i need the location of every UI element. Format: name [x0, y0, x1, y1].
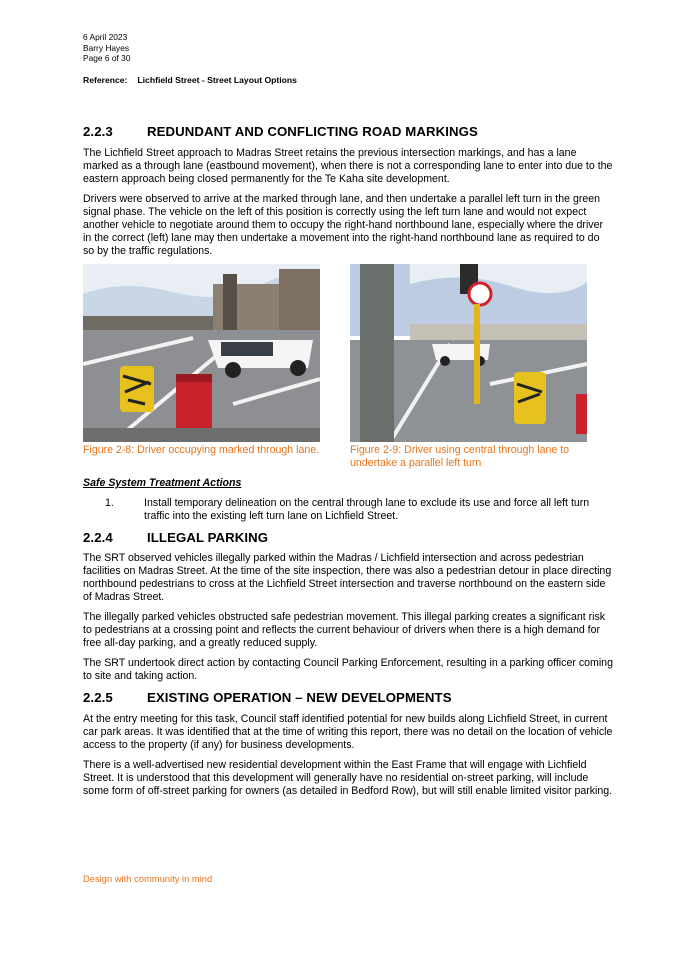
section-title: ILLEGAL PARKING [147, 530, 269, 545]
header-date: 6 April 2023 [83, 32, 128, 42]
header-author: Barry Hayes [83, 42, 130, 53]
list-item-number: 1. [105, 497, 114, 509]
paragraph: The SRT undertook direct action by contacting Council Parking Enforcement, resulting in a parking officer coming to site and taking action. [83, 657, 613, 682]
list-item-text: Install temporary delineation on the central through lane to exclude its use and force all left turn traffic into the existing left turn lane on Lichfield Street. [144, 497, 590, 522]
section-number: 2.2.5 [83, 690, 113, 705]
reference-line [83, 75, 297, 85]
safe-system-heading: Safe System Treatment Actions [83, 477, 242, 489]
reference-value: Lichfield Street - Street Layout Options [137, 75, 297, 85]
section-heading-2-2-5 [83, 690, 452, 705]
figure-photo-driver-central-lane [350, 264, 587, 442]
paragraph: There is a well-advertised new residential development within the East Frame that will engage with Lichfield Street. It is understood that this development will generally have no residential on-street parking, will include some form of off-street parking for owners (as detailed in Bedford Row), but will still enable limited visitor parking. [83, 759, 613, 797]
header-page-number: Page 6 of 30 [83, 53, 131, 64]
paragraph: Drivers were observed to arrive at the marked through lane, and then undertake a parallel left turn in the green signal phase. The vehicle on the left of this position is correctly using the left turn lane and would not expect another vehicle to negotiate around them to occupy the right-hand northbound lane, especially where the driver in the correct (left) lane may then undertake a movement into the right-hand northbound lane as required to do so by the traffic regulations. [83, 193, 604, 257]
document-header [83, 32, 131, 64]
paragraph: At the entry meeting for this task, Council staff identified potential for new builds along Lichfield Street, in current car park areas. It was identified that at the time of writing this report, there was no detail on the location of vehicle access to the property (if any) for business developments. [83, 713, 613, 751]
section-number: 2.2.4 [83, 530, 113, 545]
figure-caption: Figure 2-9: Driver using central through lane to undertake a parallel left turn [350, 444, 570, 469]
footer-tagline: Design with community in mind [83, 873, 213, 884]
figure-photo-driver-marked-lane [83, 264, 320, 442]
section-title: REDUNDANT AND CONFLICTING ROAD MARKINGS [147, 124, 478, 139]
paragraph: The illegally parked vehicles obstructed safe pedestrian movement. This illegal parking creates a significant risk to pedestrians at a crossing point and reflects the current behaviour of drivers when there is a high demand for free all-day parking, and a greatly reduced supply. [83, 611, 606, 649]
section-title: EXISTING OPERATION – NEW DEVELOPMENTS [147, 690, 452, 705]
figure-caption: Figure 2-8: Driver occupying marked through lane. [83, 444, 320, 456]
paragraph: The Lichfield Street approach to Madras Street retains the previous intersection markings, and has a lane marked as a through lane (eastbound movement), when there is not a corresponding lane to enter into due to the eastern approach being closed permanently for the Te Kaha site development. [83, 147, 613, 185]
section-number: 2.2.3 [83, 124, 113, 139]
reference-label: Reference: [83, 75, 128, 85]
section-heading-2-2-4 [83, 530, 268, 545]
section-heading-2-2-3 [83, 124, 478, 139]
paragraph: The SRT observed vehicles illegally parked within the Madras / Lichfield intersection and across pedestrian facilities on Madras Street. At the time of the site inspection, there was also a pedestrian detour in place directing northbound pedestrians to cross at the Lichfield Street intersection and traverse northbound on the eastern side of Madras Street. [83, 552, 612, 603]
